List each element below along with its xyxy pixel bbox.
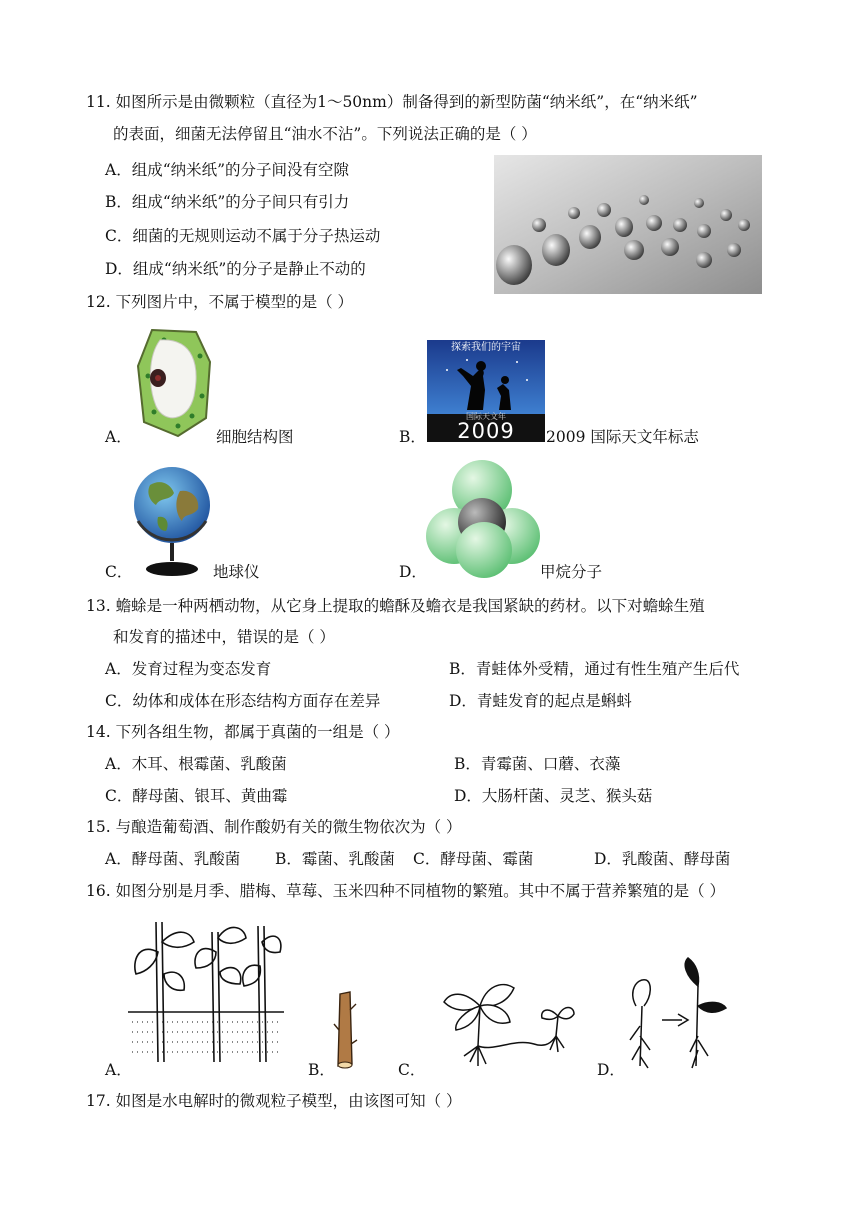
q13-option-c: C．幼体和成体在形态结构方面存在差异 (105, 692, 381, 710)
q13-option-a: A．发育过程为变态发育 (105, 660, 272, 678)
q12-option-c-letter: C． (105, 563, 133, 581)
q14-option-b: B．青霉菌、口蘑、衣藻 (454, 755, 621, 773)
q14-option-c: C．酵母菌、银耳、黄曲霉 (105, 787, 288, 805)
q17-stem: 17. 如图是水电解时的微观粒子模型，由该图可知（ ） (86, 1092, 462, 1110)
q13-option-b: B．青蛙体外受精，通过有性生殖产生后代 (449, 660, 740, 678)
cell-structure-image (134, 326, 214, 438)
q15-option-d: D．乳酸菌、酵母菌 (594, 850, 731, 868)
q15-option-b: B．霉菌、乳酸菌 (275, 850, 395, 868)
q12-option-a-caption: 细胞结构图 (216, 428, 294, 446)
q15-option-a: A．酵母菌、乳酸菌 (105, 850, 241, 868)
q11-option-b: B．组成“纳米纸”的分子间只有引力 (105, 193, 350, 211)
logo-mid-text: 国际天文年 (466, 412, 506, 421)
q16-option-c: C． (398, 1061, 426, 1079)
logo-year: 2009 (457, 419, 515, 443)
logo-top-text: 探索我们的宇宙 (451, 342, 521, 353)
q14-option-a: A．木耳、根霉菌、乳酸菌 (105, 755, 287, 773)
q16-option-d: D． (597, 1061, 625, 1079)
strawberry-runner-drawing (424, 966, 580, 1070)
q15-stem: 15. 与酿造葡萄酒、制作酸奶有关的微生物依次为（ ） (86, 818, 462, 836)
q12-stem: 12. 下列图片中，不属于模型的是（ ） (86, 293, 354, 311)
nano-paper-photo (494, 155, 762, 294)
q13-stem-line1: 13. 蟾蜍是一种两栖动物，从它身上提取的蟾酥及蟾衣是我国紧缺的药材。以下对蟾蜍生殖 (86, 597, 705, 615)
q11-option-a: A．组成“纳米纸”的分子间没有空隙 (105, 161, 350, 179)
astronomy-year-logo (427, 340, 545, 442)
q16-option-b: B． (308, 1061, 335, 1079)
q13-option-d: D．青蛙发育的起点是蝌蚪 (449, 692, 632, 710)
q12-option-a-letter: A． (105, 428, 132, 446)
q11-stem-line1: 11. 如图所示是由微颗粒（直径为1～50nm）制备得到的新型防菌“纳米纸”，在“纳米纸” (86, 93, 698, 111)
q16-option-a: A． (105, 1061, 132, 1079)
q11-option-c: C．细菌的无规则运动不属于分子热运动 (105, 227, 381, 245)
q12-option-c-caption: 地球仪 (213, 563, 260, 581)
q15-option-c: C．酵母菌、霉菌 (413, 850, 534, 868)
globe-image (130, 461, 214, 579)
q11-option-d: D．组成“纳米纸”的分子是静止不动的 (105, 260, 366, 278)
corn-seedling-drawing (622, 956, 732, 1080)
q12-option-d-letter: D． (399, 563, 427, 581)
q11-stem-line2: 的表面，细菌无法停留且“油水不沾”。下列说法正确的是（ ） (113, 125, 537, 143)
q16-stem: 16. 如图分别是月季、腊梅、草莓、玉米四种不同植物的繁殖。其中不属于营养繁殖的是（ ） (86, 882, 726, 900)
q12-option-d-caption: 甲烷分子 (540, 563, 603, 581)
q12-option-b-letter: B． (399, 428, 426, 446)
q12-option-b-caption: 2009 国际天文年标志 (546, 428, 699, 446)
q13-stem-line2: 和发育的描述中，错误的是（ ） (113, 628, 335, 646)
methane-molecule-image (424, 460, 542, 580)
q14-option-d: D．大肠杆菌、灵芝、猴头菇 (454, 787, 653, 805)
q14-stem: 14. 下列各组生物，都属于真菌的一组是（ ） (86, 723, 400, 741)
cutting-rose-drawing (128, 912, 284, 1072)
